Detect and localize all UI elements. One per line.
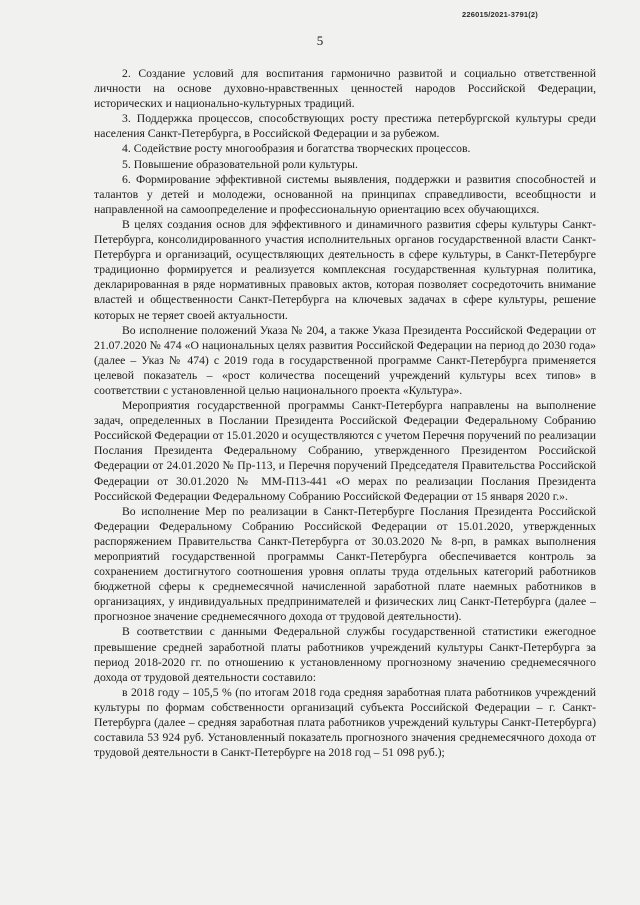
paragraph: 4. Содействие росту многообразия и богатства творческих процессов. — [122, 142, 471, 156]
document-id: 226015/2021-3791(2) — [462, 10, 538, 19]
paragraph: 2. Создание условий для воспитания гармонично развитой и социально ответственной личности на основе духовно-нравственных ценностей народов Российской Федерации, исторических и национально-культурных традиций. — [94, 67, 596, 111]
page-number: 5 — [316, 33, 324, 48]
paragraph: Мероприятия государственной программы Санкт-Петербурга направлены на выполнение задач, определенных в Послании Президента Российской Федерации Федеральному Собранию Российской Федерации от 15.01.2020 и осуществляются с учетом Перечня поручений по реализации Послания Президента Федеральному Собранию, утвержденного Президентом Российской Федерации от 24.01.2020 № Пр-113, и Перечня поручений Председателя Правительства Российской Федерации от 30.01.2020 № ММ-П13-441 «О мерах по реализации Послания Президента Российской Федерации Федеральному Собранию Российской Федерации от 15 января 2020 г.». — [94, 399, 596, 503]
paragraph: в 2018 году – 105,5 % (по итогам 2018 года средняя заработная плата работников учреждений культуры по формам собственности организаций субъекта Российской Федерации – г. Санкт-Петербурга (далее – средняя заработная плата работников учреждений культуры Санкт-Петербурга) составила 53 924 руб. Установленный показатель прогнозного значения среднемесячного дохода от трудовой деятельности в Санкт-Петербурге на 2018 год – 51 098 руб.); — [94, 685, 596, 760]
paragraph: Во исполнение Мер по реализации в Санкт-Петербурге Послания Президента Российской Федерации Федеральному Собранию Российской Федерации от 15.01.2020, утвержденных распоряжением Правительства Санкт-Петербурга от 30.03.2020 № 8-рп, в рамках выполнения мероприятий государственной программы Санкт-Петербурга обеспечивается контроль за сохранением достигнутого соотношения уровня оплаты труда отдельных категорий работников бюджетной сферы к среднемесячной начисленной заработной плате наемных работников в организациях, у индивидуальных предпринимателей и физических лиц Санкт-Петербурга (далее – прогнозное значение среднемесячного дохода от трудовой деятельности). — [94, 504, 596, 624]
paragraph: 3. Поддержка процессов, способствующих росту престижа петербургской культуры среди населения Санкт-Петербурга, в Российской Федерации и за рубежом. — [94, 112, 596, 141]
document-body — [94, 66, 596, 760]
paragraph: В целях создания основ для эффективного и динамичного развития сферы культуры Санкт-Петербурга, консолидированного участия исполнительных органов государственной власти Санкт-Петербурга и организаций, осуществляющих деятельность в сфере культуры, в Санкт-Петербурге традиционно формируется и реализуется комплексная государственная культурная политика, декларированная в ряде нормативных правовых актов, которая позволяет сосредоточить внимание властей и общественности Санкт-Петербурга на ключевых задачах в сфере культуры, решение которых не теряет своей актуальности. — [94, 217, 596, 322]
paragraph: 5. Повышение образовательной роли культуры. — [122, 157, 358, 171]
paragraph: Во исполнение положений Указа № 204, а также Указа Президента Российской Федерации от 21.07.2020 № 474 «О национальных целях развития Российской Федерации на период до 2030 года» (далее – Указ № 474) с 2019 года в государственной программе Санкт-Петербурга применяется целевой показатель – «рост количества посещений учреждений культуры всех типов» в соответствии с установленной целью национального проекта «Культура». — [94, 323, 596, 397]
paragraph: В соответствии с данными Федеральной службы государственной статистики ежегодное превышение средней заработной платы работников учреждений культуры Санкт-Петербурга за период 2018-2020 гг. по отношению к установленному прогнозному значению среднемесячного дохода от трудовой деятельности составило: — [94, 625, 596, 684]
paragraph: 6. Формирование эффективной системы выявления, поддержки и развития способностей и талантов у детей и молодежи, основанной на принципах справедливости, всеобщности и направленной на самоопределение и профессиональную ориентацию всех обучающихся. — [94, 172, 596, 216]
